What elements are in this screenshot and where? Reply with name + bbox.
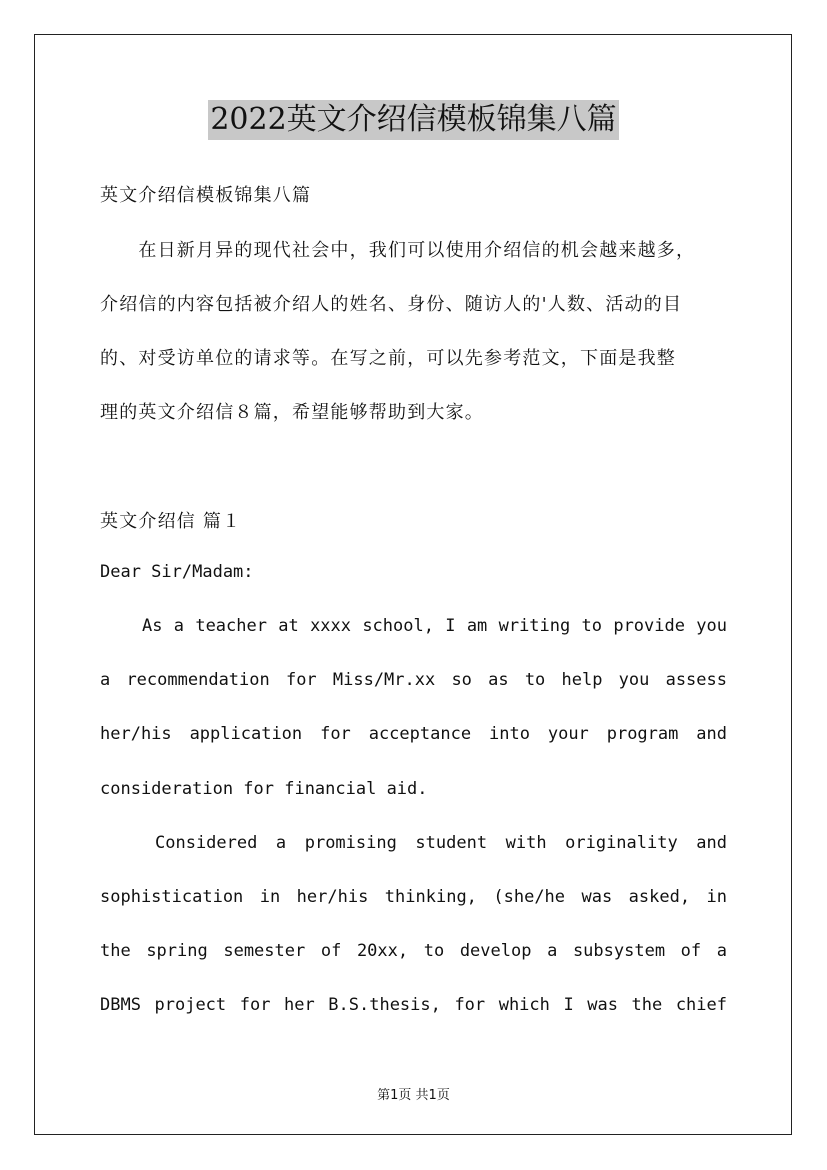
body-line-7: the spring semester of 20xx, to develop a subsystem of a bbox=[100, 941, 727, 961]
section-heading: 英文介绍信 篇１ bbox=[100, 511, 242, 532]
intro-line-4: 理的英文介绍信８篇，希望能够帮助到大家。 bbox=[100, 402, 484, 423]
body-line-8: DBMS project for her B.S.thesis, for which I was the chief bbox=[100, 995, 727, 1015]
body-line-2: a recommendation for Miss/Mr.xx so as to help you assess bbox=[100, 670, 727, 690]
intro-line-3: 的、对受访单位的请求等。在写之前，可以先参考范文，下面是我整 bbox=[100, 348, 676, 369]
page-footer: 第1页 共1页 bbox=[377, 1088, 450, 1103]
body-line-3: her/his application for acceptance into your program and bbox=[100, 724, 727, 744]
body-line-5: Considered a promising student with originality and bbox=[155, 833, 727, 853]
body-line-1: As a teacher at xxxx school, I am writing to provide you bbox=[142, 616, 727, 636]
intro-line-2: 介绍信的内容包括被介绍人的姓名、身份、随访人的'人数、活动的目 bbox=[100, 294, 683, 315]
body-line-4: consideration for financial aid. bbox=[100, 779, 428, 799]
salutation: Dear Sir/Madam: bbox=[100, 562, 254, 582]
body-line-6: sophistication in her/his thinking, (she/he was asked, in bbox=[100, 887, 727, 907]
intro-line-1: 在日新月异的现代社会中，我们可以使用介绍信的机会越来越多， bbox=[100, 240, 696, 261]
title-container bbox=[0, 100, 827, 140]
document-title: 2022英文介绍信模板锦集八篇 bbox=[208, 100, 618, 140]
subtitle: 英文介绍信模板锦集八篇 bbox=[100, 185, 312, 206]
